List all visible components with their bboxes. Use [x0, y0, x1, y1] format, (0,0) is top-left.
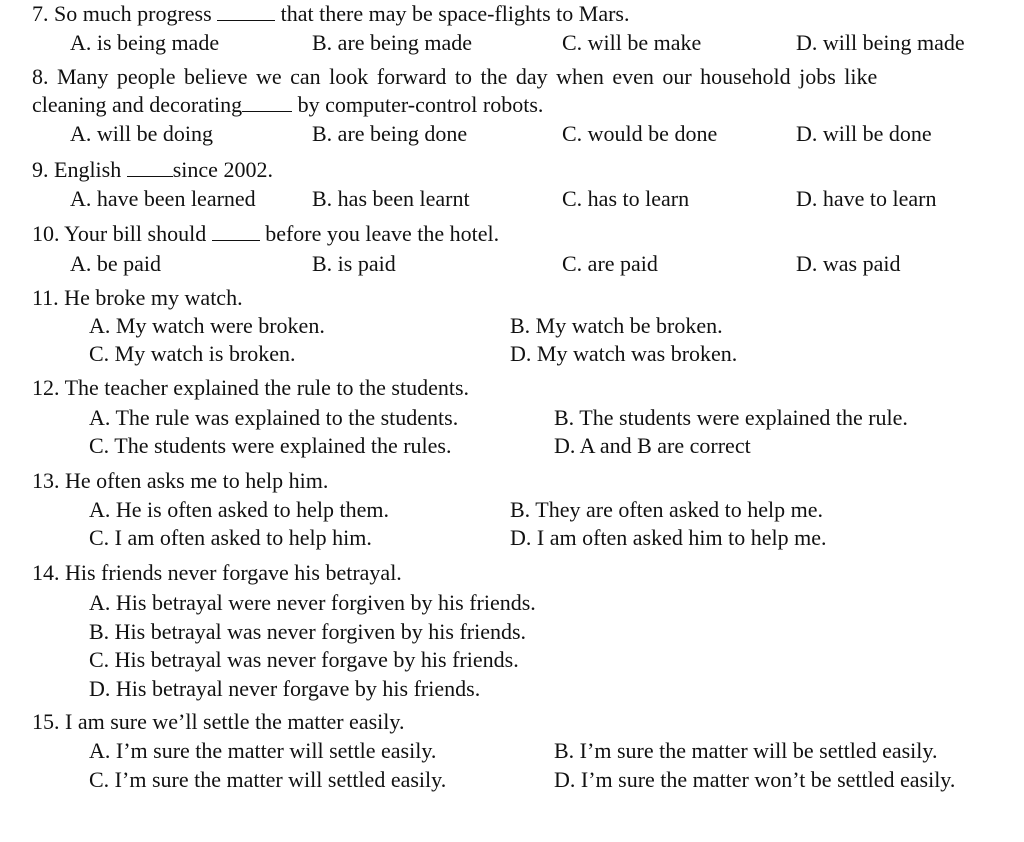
question-9-stem-end: since 2002. — [172, 157, 273, 182]
question-10-option-d: D. was paid — [796, 251, 901, 276]
question-10-blank — [212, 222, 260, 241]
question-8-option-b: B. are being done — [312, 121, 468, 146]
question-11-option-a: A. My watch were broken. — [89, 313, 325, 338]
question-15-option-b: B. I’m sure the matter will be settled easily. — [554, 738, 938, 763]
question-11-stem: 11. He broke my watch. — [32, 285, 243, 310]
question-8-stem-line-1: 8. Many people believe we can look forward to the day when even our household jobs like — [32, 64, 878, 89]
question-10-option-b: B. is paid — [312, 251, 396, 276]
question-10-stem — [32, 220, 499, 248]
question-11-option-c: C. My watch is broken. — [89, 341, 296, 366]
question-7-blank — [217, 2, 275, 21]
question-15-option-d: D. I’m sure the matter won’t be settled easily. — [554, 767, 956, 792]
question-11-option-b: B. My watch be broken. — [510, 313, 723, 338]
question-13-option-a: A. He is often asked to help them. — [89, 497, 389, 522]
question-15-option-c: C. I’m sure the matter will settled easily. — [89, 767, 447, 792]
question-9-option-c: C. has to learn — [562, 186, 690, 211]
question-7-option-b: B. are being made — [312, 30, 473, 55]
question-10-option-a: A. be paid — [70, 251, 162, 276]
question-13-stem: 13. He often asks me to help him. — [32, 468, 329, 493]
question-12-option-d: D. A and B are correct — [554, 433, 751, 458]
question-7-option-d: D. will being made — [796, 30, 965, 55]
question-10-stem-start: 10. Your bill should — [32, 221, 207, 246]
question-12-option-b: B. The students were explained the rule. — [554, 405, 908, 430]
question-11-option-d: D. My watch was broken. — [510, 341, 738, 366]
question-9-option-a: A. have been learned — [70, 186, 256, 211]
question-7-stem — [32, 0, 630, 28]
question-14-stem: 14. His friends never forgave his betrayal. — [32, 560, 402, 585]
question-8-stem-line-2 — [32, 91, 543, 119]
question-7-stem-end: that there may be space-flights to Mars. — [280, 1, 630, 26]
question-15-option-a: A. I’m sure the matter will settle easily. — [89, 738, 437, 763]
question-14-option-d: D. His betrayal never forgave by his friends. — [89, 676, 481, 701]
question-8-option-d: D. will be done — [796, 121, 932, 146]
question-8-stem-end: by computer-control robots. — [297, 92, 544, 117]
question-8-option-a: A. will be doing — [70, 121, 213, 146]
question-12-stem: 12. The teacher explained the rule to the students. — [32, 375, 470, 400]
question-13-option-b: B. They are often asked to help me. — [510, 497, 823, 522]
question-9-option-b: B. has been learnt — [312, 186, 470, 211]
question-12-option-a: A. The rule was explained to the students. — [89, 405, 459, 430]
question-8-blank — [242, 93, 292, 112]
question-8-stem-start: cleaning and decorating — [32, 92, 243, 117]
question-10-stem-end: before you leave the hotel. — [265, 221, 500, 246]
question-7-option-c: C. will be make — [562, 30, 702, 55]
question-9-stem-start: 9. English — [32, 157, 122, 182]
question-15-stem: 15. I am sure we’ll settle the matter easily. — [32, 709, 405, 734]
question-14-option-a: A. His betrayal were never forgiven by his friends. — [89, 590, 536, 615]
question-9-stem — [32, 156, 273, 184]
question-8-option-c: C. would be done — [562, 121, 718, 146]
question-9-option-d: D. have to learn — [796, 186, 937, 211]
question-13-option-c: C. I am often asked to help him. — [89, 525, 372, 550]
question-13-option-d: D. I am often asked him to help me. — [510, 525, 827, 550]
question-7-stem-start: 7. So much progress — [32, 1, 212, 26]
question-14-option-b: B. His betrayal was never forgiven by his friends. — [89, 619, 527, 644]
question-12-option-c: C. The students were explained the rules. — [89, 433, 452, 458]
question-7-option-a: A. is being made — [70, 30, 220, 55]
question-9-blank — [127, 158, 173, 177]
question-10-option-c: C. are paid — [562, 251, 658, 276]
question-14-option-c: C. His betrayal was never forgave by his friends. — [89, 647, 519, 672]
